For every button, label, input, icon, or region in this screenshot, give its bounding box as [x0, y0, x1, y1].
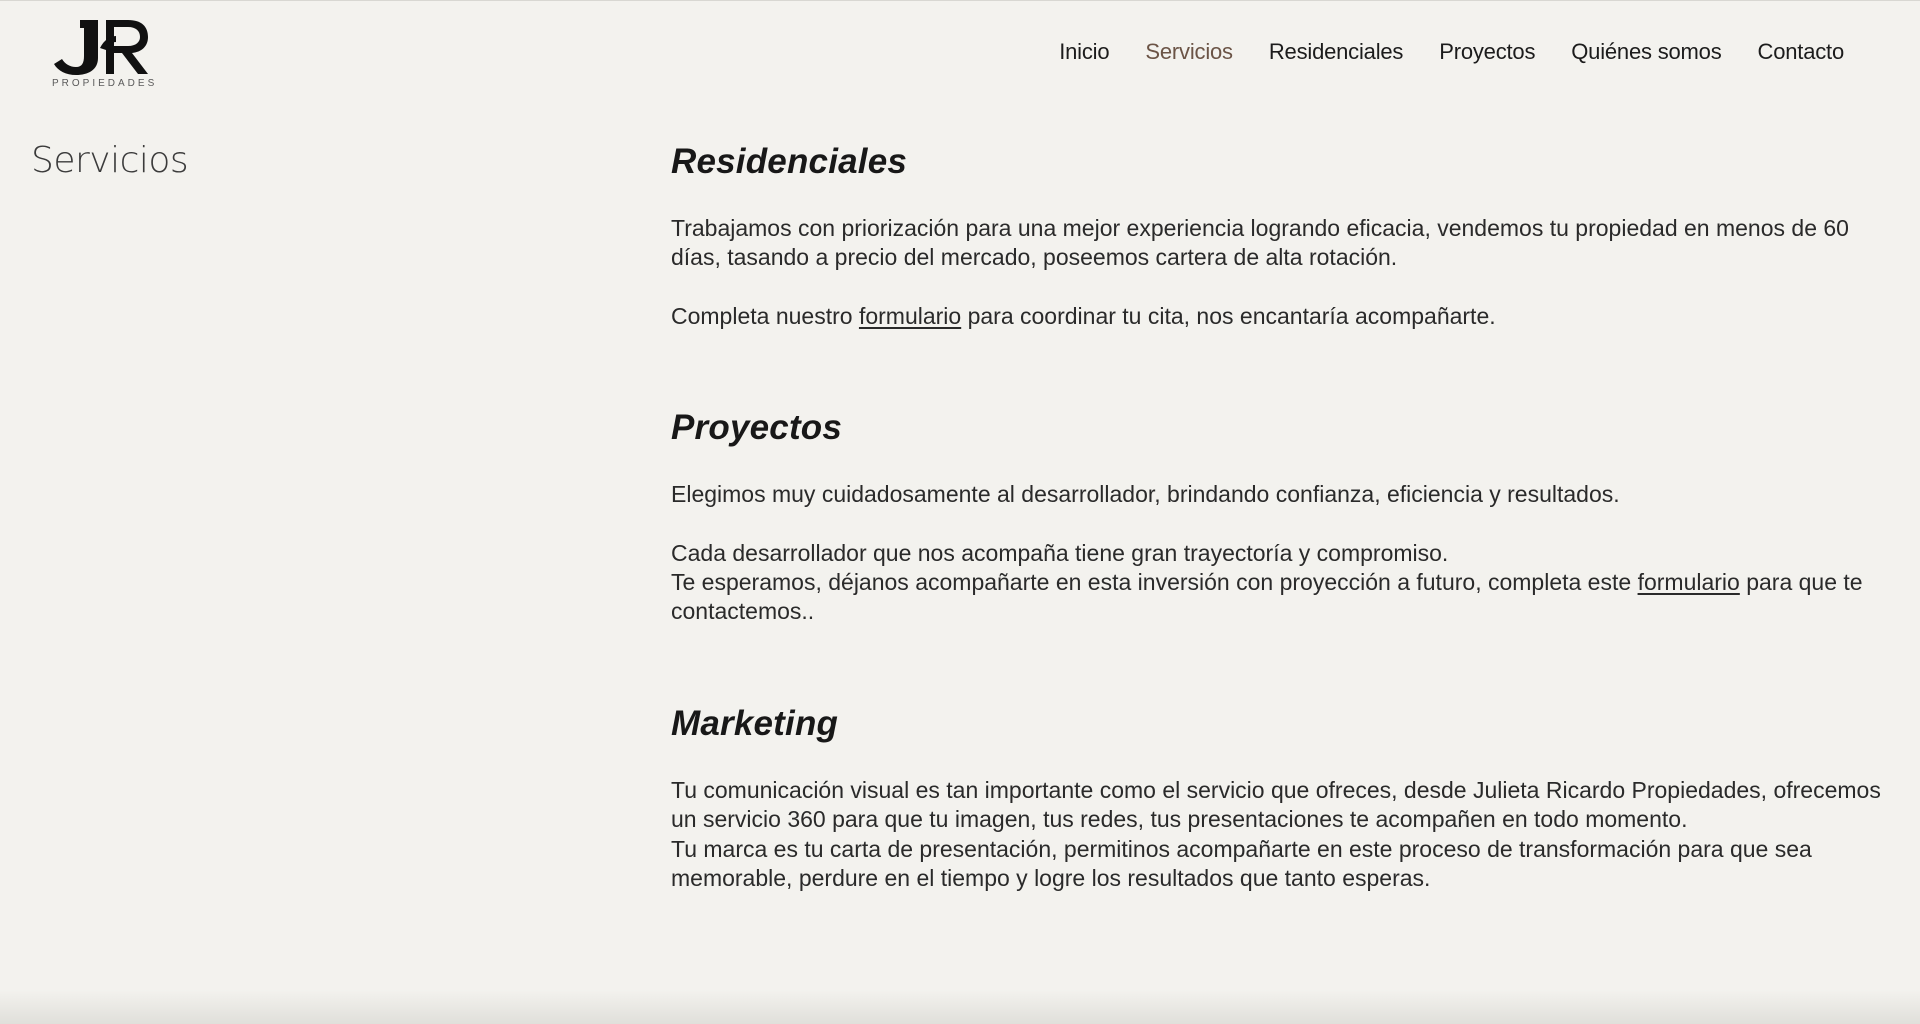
- page-title: Servicios: [31, 140, 189, 181]
- nav-item-residenciales[interactable]: Residenciales: [1268, 39, 1404, 64]
- section-marketing: [671, 702, 1881, 894]
- marketing-paragraph-2: Tu marca es tu carta de presentación, permitinos acompañarte en este proceso de transformación para que sea memorable, perdure en el tiempo y logre los resultados que tanto esperas.: [671, 835, 1812, 892]
- section-heading-proyectos: Proyectos: [671, 408, 843, 448]
- services-content: [671, 140, 1881, 893]
- residenciales-text-after-link: para coordinar tu cita, nos encantaría acompañarte.: [961, 302, 1496, 329]
- top-divider: [0, 0, 1920, 1]
- proyectos-paragraph-3: [671, 568, 1881, 627]
- logo-subtext: PROPIEDADES: [52, 78, 158, 89]
- main-nav: [1059, 36, 1844, 68]
- marketing-paragraph-1: Tu comunicación visual es tan importante como el servicio que ofreces, desde Julieta Ricardo Propiedades, ofrecemos un servicio 360 para que tu imagen, tus redes, tus presentaciones te acompañen en todo momento.: [671, 776, 1881, 833]
- residenciales-formulario-link[interactable]: formulario: [858, 302, 962, 329]
- nav-item-proyectos[interactable]: Proyectos: [1439, 39, 1536, 64]
- bottom-fade: [0, 990, 1920, 1024]
- proyectos-paragraph-2: Cada desarrollador que nos acompaña tiene gran trayectoría y compromiso.: [671, 539, 1449, 566]
- nav-item-servicios[interactable]: Servicios: [1145, 39, 1233, 64]
- jr-monogram-icon: [52, 18, 152, 76]
- residenciales-paragraph-2: [671, 302, 1881, 331]
- nav-item-quienes-somos[interactable]: Quiénes somos: [1571, 39, 1722, 64]
- residenciales-text-before-link: Completa nuestro: [671, 302, 859, 329]
- proyectos-text-after-link: para que te contactemos..: [671, 569, 1863, 625]
- section-heading-residenciales: Residenciales: [671, 142, 908, 181]
- proyectos-text-before-link: Te esperamos, déjanos acompañarte en esta inversión con proyección a futuro, completa este: [671, 569, 1638, 596]
- residenciales-paragraph-1: Trabajamos con priorización para una mejor experiencia logrando eficacia, vendemos tu propiedad en menos de 60 días, tasando a precio del mercado, poseemos cartera de alta rotación.: [671, 215, 1849, 271]
- section-residenciales: [671, 140, 1881, 331]
- proyectos-formulario-link[interactable]: formulario: [1637, 569, 1740, 596]
- nav-item-contacto[interactable]: Contacto: [1757, 39, 1844, 64]
- proyectos-paragraph-1: Elegimos muy cuidadosamente al desarrollador, brindando confianza, eficiencia y resultados.: [671, 481, 1620, 508]
- section-heading-marketing: Marketing: [671, 703, 839, 743]
- section-proyectos: [671, 406, 1881, 627]
- nav-item-inicio[interactable]: Inicio: [1059, 39, 1110, 64]
- brand-logo[interactable]: [52, 18, 158, 92]
